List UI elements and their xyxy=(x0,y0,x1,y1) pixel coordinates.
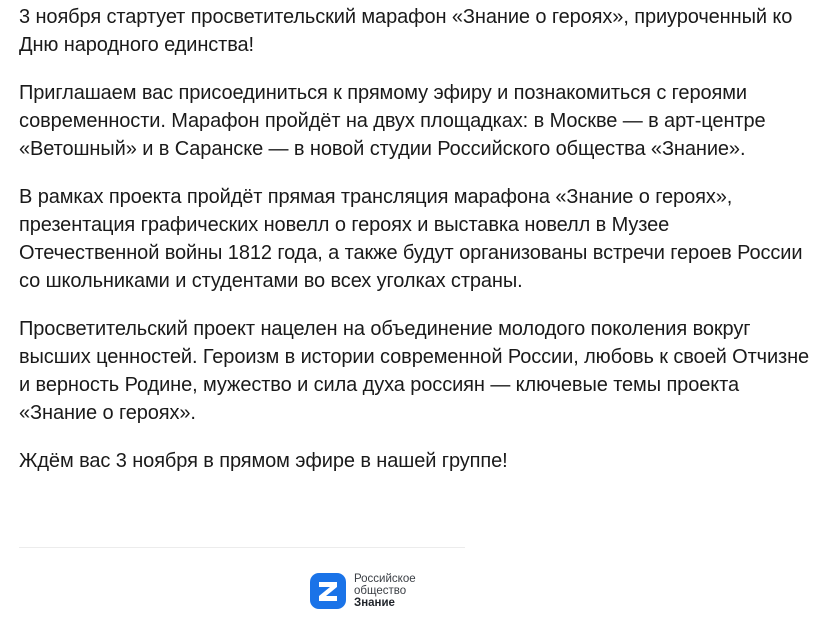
article-paragraph-5: Ждём вас 3 ноября в прямом эфире в нашей группе! xyxy=(19,450,508,472)
logo-line-3: Знание xyxy=(354,597,395,609)
article-paragraph-2: Приглашаем вас присоединиться к прямому эфиру и познакомиться с героями современности. Марафон пройдёт на двух площадках: в Москве — в арт-центре «Ветошный» и в Саранске — в новой студии Российского общества «Знание». xyxy=(19,82,766,160)
article-paragraph-4: Просветительский проект нацелен на объединение молодого поколения вокруг высших ценностей. Героизм в истории современной России, любовь к своей Отчизне и верность Родине, мужество и сила духа россиян — ключевые темы проекта «Знание о героях». xyxy=(19,318,810,424)
footer-divider xyxy=(19,547,465,548)
logo-line-2: общество xyxy=(354,585,407,597)
logo-wordmark xyxy=(354,573,416,609)
znanie-logo[interactable] xyxy=(310,573,416,609)
article-body xyxy=(19,3,814,495)
logo-line-1: Российское xyxy=(354,573,416,585)
znanie-logo-icon xyxy=(310,573,346,609)
article-paragraph-3: В рамках проекта пройдёт прямая трансляция марафона «Знание о героях», презентация графических новелл о героях и выставка новелл в Музее Отечественной войны 1812 года, а также будут организованы встречи героев России со школьниками и студентами во всех уголках страны. xyxy=(19,186,803,292)
article-paragraph-1: 3 ноября стартует просветительский марафон «Знание о героях», приуроченный ко Дню народного единства! xyxy=(19,6,793,56)
